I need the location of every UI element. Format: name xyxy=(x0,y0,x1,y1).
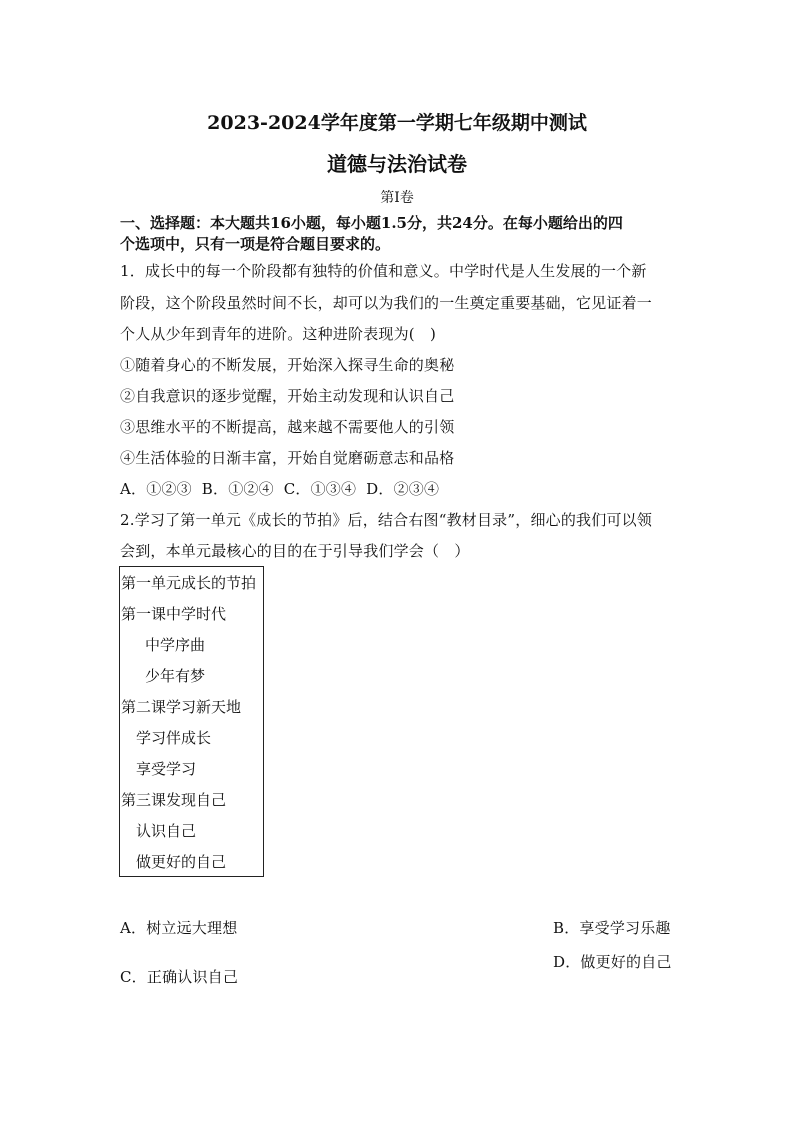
textbook-contents-box xyxy=(119,566,264,877)
q1-stem-line2: 阶段，这个阶段虽然时间不长，却可以为我们的一生奠定重要基础，它见证着一 xyxy=(120,294,653,312)
toc-section: 中学序曲 xyxy=(145,636,206,654)
toc-lesson: 第三课发现自己 xyxy=(121,791,227,809)
q2-option-c: C．正确认识自己 xyxy=(120,968,239,986)
q1-statement: ④生活体验的日渐丰富，开始自觉磨砺意志和品格 xyxy=(120,449,455,467)
toc-section: 学习伴成长 xyxy=(136,729,212,747)
q2-option-a: A．树立远大理想 xyxy=(120,919,238,937)
exam-title: 2023-2024学年度第一学期七年级期中测试 xyxy=(207,112,587,134)
section-heading-line2: 个选项中，只有一项是符合题目要求的。 xyxy=(120,235,391,253)
q1-stem-line1: 1．成长中的每一个阶段都有独特的价值和意义。中学时代是人生发展的一个新 xyxy=(120,262,647,280)
toc-section: 认识自己 xyxy=(136,822,197,840)
q2-stem-line2: 会到，本单元最核心的目的在于引导我们学会（ ） xyxy=(120,542,470,560)
toc-section: 做更好的自己 xyxy=(136,853,227,871)
q2-stem-line1: 2.学习了第一单元《成长的节拍》后，结合右图“教材目录”，细心的我们可以领 xyxy=(120,511,653,529)
toc-section: 少年有梦 xyxy=(145,667,206,685)
toc-section: 享受学习 xyxy=(136,760,197,778)
q2-option-b: B．享受学习乐趣 xyxy=(553,919,671,937)
q1-statement: ②自我意识的逐步觉醒，开始主动发现和认识自己 xyxy=(120,387,455,405)
toc-unit-title: 第一单元成长的节拍 xyxy=(121,574,257,592)
q1-stem-line3: 个人从少年到青年的进阶。这种进阶表现为( ) xyxy=(120,325,437,343)
volume-label: 第Ⅰ卷 xyxy=(380,190,414,206)
q1-statement: ③思维水平的不断提高，越来越不需要他人的引领 xyxy=(120,418,455,436)
toc-lesson: 第二课学习新天地 xyxy=(121,698,242,716)
q2-option-d: D．做更好的自己 xyxy=(553,953,672,971)
exam-subtitle: 道德与法治试卷 xyxy=(327,152,467,176)
toc-lesson: 第一课中学时代 xyxy=(121,605,227,623)
q1-options: A．①②③ B．①②④ C．①③④ D．②③④ xyxy=(120,480,440,498)
section-heading-line1: 一、选择题：本大题共16小题，每小题1.5分，共24分。在每小题给出的四 xyxy=(120,214,623,232)
q1-statement: ①随着身心的不断发展，开始深入探寻生命的奥秘 xyxy=(120,356,455,374)
